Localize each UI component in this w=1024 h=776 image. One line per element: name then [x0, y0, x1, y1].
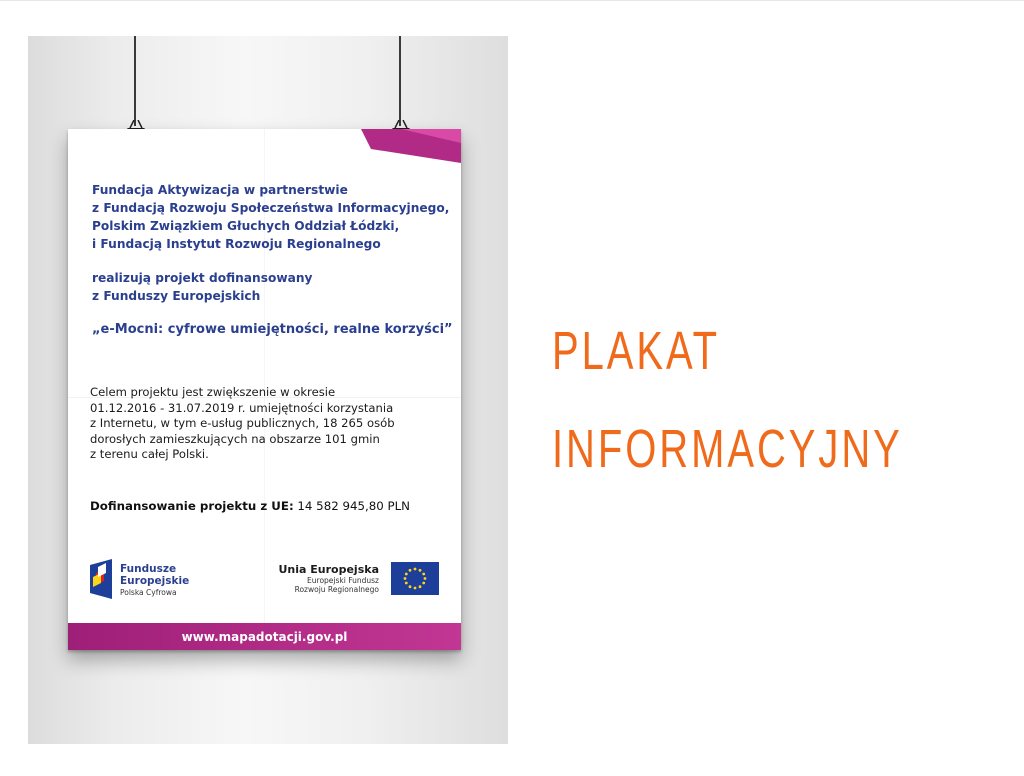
project-line: realizują projekt dofinansowany	[92, 271, 313, 285]
logos-row	[68, 559, 461, 619]
eu-flag-icon	[391, 562, 439, 595]
title-line1: PLAKAT	[552, 321, 721, 381]
website-bar	[68, 623, 461, 650]
intro-line: z Fundacją Rozwoju Społeczeństwa Informacyjnego,	[92, 201, 450, 215]
intro-line: i Fundacją Instytut Rozwoju Regionalnego	[92, 237, 381, 251]
fundusze-europejskie-text	[120, 563, 189, 599]
description-line: dorosłych zamieszkujących na obszarze 101 gmin	[90, 431, 380, 446]
title-line2: INFORMACYJNY	[552, 419, 903, 479]
slide-title	[552, 302, 903, 498]
top-divider	[0, 0, 1024, 1]
information-poster	[68, 129, 461, 650]
eu-title: Unia Europejska	[278, 563, 379, 576]
funding-label: Dofinansowanie projektu z UE:	[90, 499, 294, 513]
description-line: z Internetu, w tym e-usług publicznych, 18 265 osób	[90, 416, 395, 431]
description-line: z terenu całej Polski.	[90, 447, 209, 462]
hanging-wire-right	[399, 36, 401, 126]
funding-value: 14 582 945,80 PLN	[297, 499, 410, 513]
website-url: www.mapadotacji.gov.pl	[181, 629, 348, 644]
fe-line1: Fundusze	[120, 563, 177, 575]
project-title: „e-Mocni: cyfrowe umiejętności, realne korzyści”	[92, 322, 453, 337]
poster-photo	[28, 36, 508, 744]
hanging-wire-left	[134, 36, 136, 126]
intro-line: Polskim Związkiem Głuchych Oddział Łódzki,	[92, 219, 400, 233]
funding-amount	[90, 499, 410, 513]
description-line: Celem projektu jest zwiększenie w okresie	[90, 385, 336, 399]
intro-line: Fundacja Aktywizacja w partnerstwie	[92, 183, 348, 197]
eu-sub2: Rozwoju Regionalnego	[294, 585, 379, 594]
description-line: 01.12.2016 - 31.07.2019 r. umiejętności korzystania	[90, 400, 394, 415]
poster-corner-accent	[361, 129, 461, 163]
partners-block	[92, 181, 453, 339]
project-line: z Funduszy Europejskich	[92, 289, 261, 303]
eu-text	[278, 563, 379, 594]
eu-sub1: Europejski Fundusz	[307, 576, 379, 585]
fe-sub: Polska Cyfrowa	[120, 588, 177, 597]
project-description	[90, 385, 430, 463]
fundusze-europejskie-logo-icon	[90, 559, 112, 599]
fe-line2: Europejskie	[120, 575, 190, 587]
